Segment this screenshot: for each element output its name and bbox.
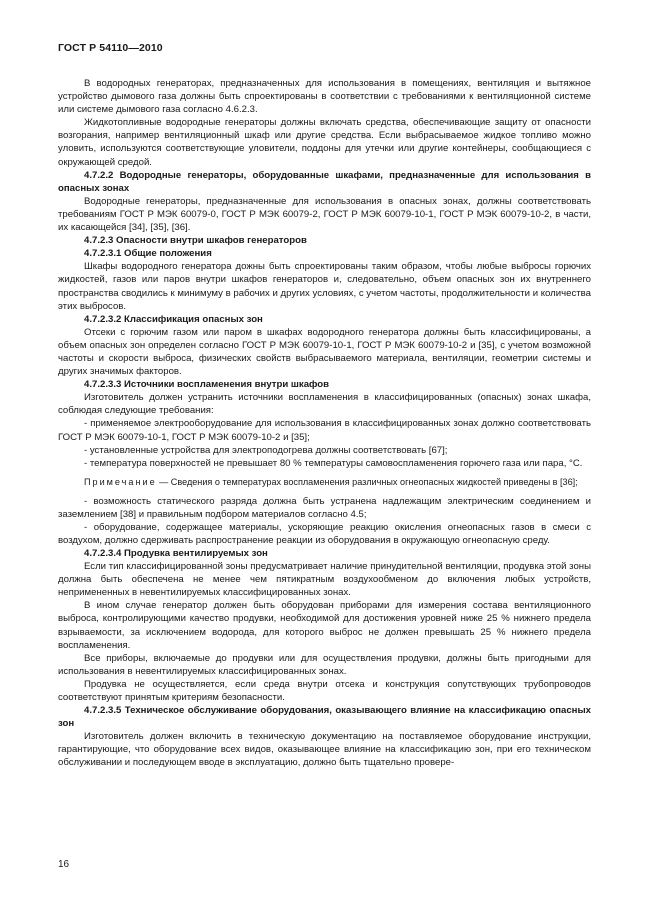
section-heading: 4.7.2.3.4 Продувка вентилируемых зон: [84, 547, 268, 559]
list-item: - применяемое электрооборудование для использования в классифицированных зонах должно соответствовать ГОСТ Р МЭК 60079-10-1, ГОСТ Р МЭК 60079-10-2 и [35];: [58, 418, 591, 443]
paragraph: Жидкотопливные водородные генераторы должны включать средства, обеспечивающие защиту от опасности возгорания, например вентиляционный шкаф или другие средства. Если выбрасываемое жидкое топливо можно уловить, используются соответствующие уловители, поддоны для утечки или другие контейнеры, сообщающиеся с окружающей средой.: [58, 117, 591, 168]
list-item: - температура поверхностей не превышает 80 % температуры самовоспламенения горючего газа или пара, °С.: [84, 457, 583, 469]
section-heading: 4.7.2.3.5 Техническое обслуживание оборудования, оказывающего влияние на классификацию опасных зон: [58, 705, 591, 730]
section-heading: 4.7.2.3.3 Источники воспламенения внутри шкафов: [84, 379, 330, 391]
list-item: - оборудование, содержащее материалы, ускоряющие реакцию окисления огнеопасных газов в смеси с воздухом, должно сдерживать распространение реакции из оборудования в окружающую огнеопасную среду.: [58, 521, 591, 546]
paragraph: Если тип классифицированной зоны предусматривает наличие принудительной вентиляции, продувка этой зоны должна быть обеспечена не менее чем пятикратным воздухообменом до включения любых устройств, непримененных в невентилируемых классифицированных зонах.: [58, 561, 591, 599]
list-item: - возможность статического разряда должна быть устранена надлежащим электрическим соединением и заземлением [38] и правильным подбором материалов согласно 4.5;: [58, 495, 591, 520]
paragraph: Шкафы водородного генератора дожны быть спроектированы таким образом, чтобы любые выбросы горючих жидкостей, газов или паров внутри шкафов генераторов и, следовательно, объем опасных зон их внутреннего пространства сводились к минимуму в рабочих и других условиях, с учетом частоты, продолжительности и количества этих выбросов.: [58, 261, 591, 312]
paragraph: В водородных генераторах, предназначенных для использования в помещениях, вентиляция и вытяжное устройство дымового газа должны быть спроектированы в соответствии с требованиями к вентиляционной системе или системе дымового газа согласно 4.6.2.3.: [58, 78, 591, 116]
section-heading: 4.7.2.3.1 Общие положения: [84, 248, 212, 260]
section-heading: 4.7.2.3.2 Классификация опасных зон: [84, 313, 263, 325]
document-header: [58, 42, 163, 55]
paragraph: Изготовитель должен устранить источники воспламенения в классифицированных (опасных) зонах шкафа, соблюдая следующие требования:: [58, 392, 591, 417]
section-heading: 4.7.2.3 Опасности внутри шкафов генераторов: [84, 235, 307, 247]
note-label: Примечание: [84, 476, 157, 487]
paragraph: Изготовитель должен включить в техническую документацию на поставляемое оборудование инструкции, гарантирующие, что оборудование всех видов, оказывающее влияние на классификацию зон, при его техническом обслуживании и последующем вводе в эксплуатацию, должно быть тщательно провере-: [58, 731, 591, 769]
paragraph: Отсеки с горючим газом или паром в шкафах водородного генератора должны быть классифицированы, а объем опасных зон определен согласно ГОСТ Р МЭК 60079-10-1, ГОСТ Р МЭК 60079-10-2 и [35], с учетом возможной частоты и скорости выброса, физических свойств выбрасываемого материала, вентиляции, геометрии системы и других значимых факторов.: [58, 326, 591, 378]
standard-code: ГОСТ Р 54110—2010: [58, 42, 163, 54]
section-heading: 4.7.2.2 Водородные генераторы, оборудованные шкафами, предназначенные для использования в опасных зонах: [58, 169, 591, 194]
page-body: [58, 77, 591, 770]
paragraph: Водородные генераторы, предназначенные для использования в опасных зонах, должны соответствовать требованиям ГОСТ Р МЭК 60079-0, ГОСТ Р МЭК 60079-2, ГОСТ Р МЭК 60079-10-1, ГОСТ Р МЭК 60079-10-2, в части, их касающейся [34], [35], [36].: [58, 195, 591, 234]
list-item: - установленные устройства для электроподогрева должны соответствовать [67];: [84, 444, 448, 456]
note-text: — Сведения о температурах воспламенения различных огнеопасных жидкостей приведены в [36];: [156, 476, 578, 487]
paragraph: Продувка не осуществляется, если среда внутри отсека и конструкция сопутствующих трубопроводов соответствуют принятым критериям безопасности.: [58, 678, 591, 704]
page-number: 16: [58, 859, 70, 870]
paragraph: В ином случае генератор должен быть оборудован приборами для измерения состава вентиляционного выброса, контролирующими качество продувки, необходимой для достижения уровней ниже 25 % нижнего предела взрываемости, за исключением водорода, для которого выброс не должен превышать 25 % нижнего предела воспламенения.: [58, 600, 591, 651]
paragraph: Все приборы, включаемые до продувки или для осуществления продувки, должны быть пригодными для использования в невентилируемых классифицированных зонах.: [58, 652, 591, 677]
note: [58, 476, 591, 489]
